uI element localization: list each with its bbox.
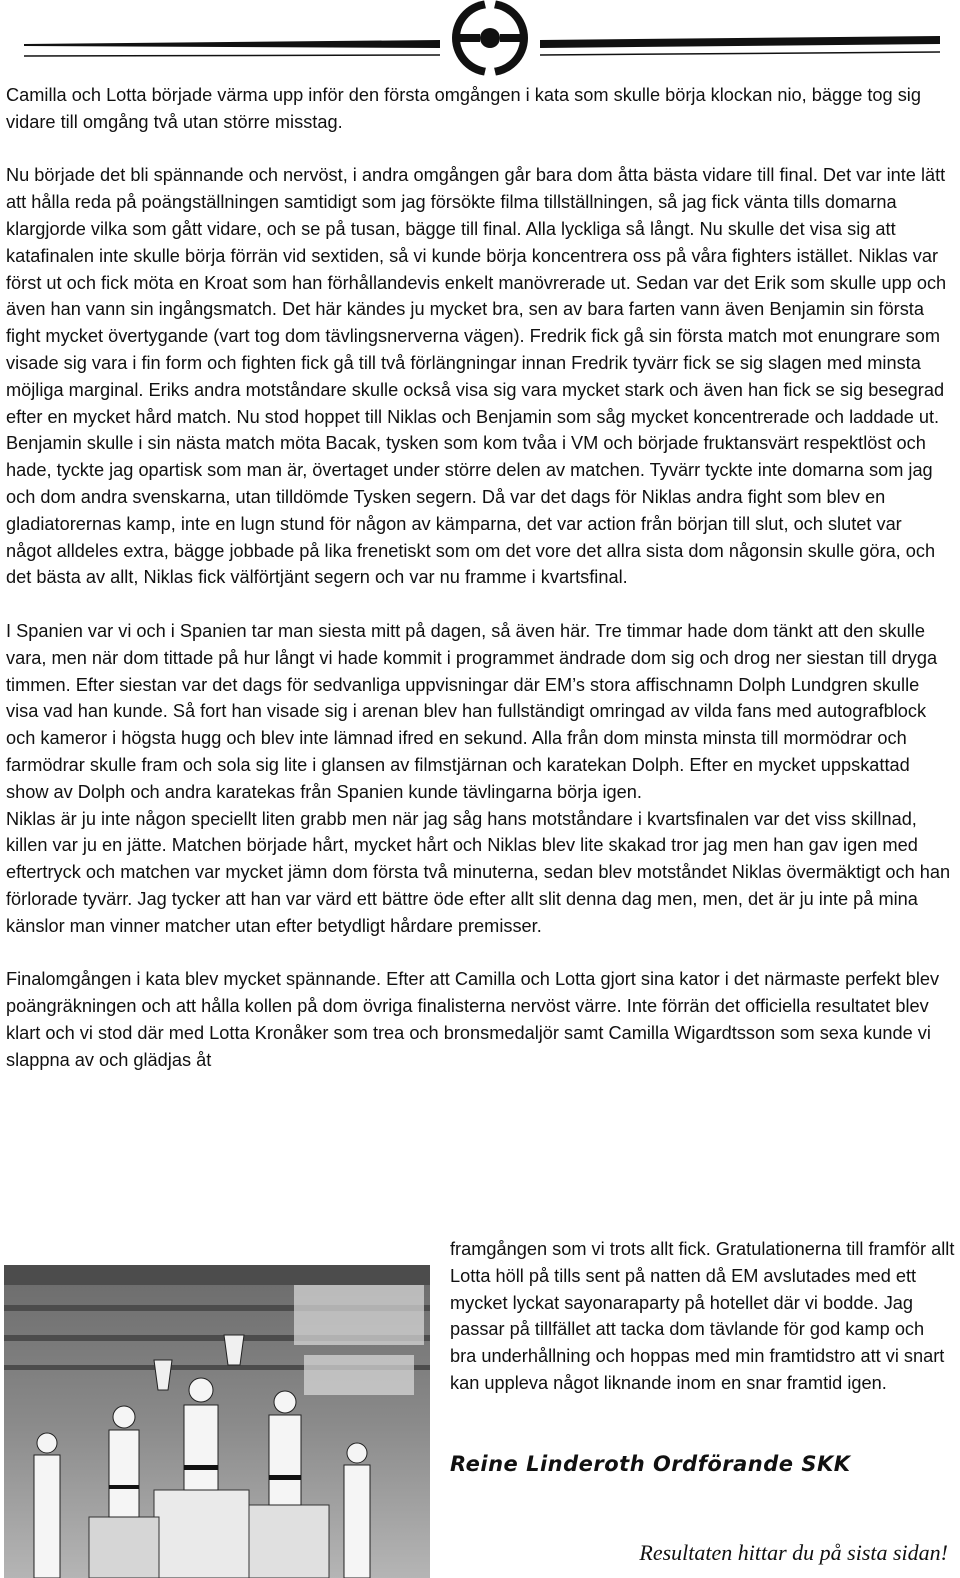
paragraph-siesta: I Spanien var vi och i Spanien tar man siesta mitt på dagen, så även här. Tre timmar hade dom tänkt att den skulle vara, men när dom tittade på hur långt vi hade kommit i programmet ändrade dom sig och drog ner siestan till dryga timmen. Efter siestan var det dags för sedvanliga uppvisningar där EM’s stora affischnamn Dolph Lundgren skulle visa vad han kunde. Så fort han visade sig i arenan blev han fullständigt omringad av vilda fans med autografblock och kameror i högsta hugg och blev inte lämnad ifred en sekund. Alla från dom minsta minsta till mormödrar och farmödrar skulle fram och sola sig lite i glansen av filmstjärnan och karatekan Dolph. Efter en mycket uppskattad show av Dolph och andra karatekas från Spanien kunde tävlingarna börja igen. (6, 620, 938, 802)
paragraph-warmup: Camilla och Lotta började värma upp inför den första omgången i kata som skulle börja klockan nio, bägge tog sig vidare till omgång två utan större misstag. (6, 85, 921, 132)
signature: Reine Linderoth Ordförande SKK (450, 1452, 851, 1476)
paragraph-kata-final: Finalomgången i kata blev mycket spännande. Efter att Camilla och Lotta gjort sina kator i det närmaste perfekt blev poängräkningen och att hålla kollen på dom övriga finalisterna nervöst värre. Inte förrän det officiella resultatet blev klart och vi stod där med Lotta Kronåker som trea och bronsmedaljör samt Camilla Wigardtsson som sexa kunde vi slappna av och glädjas åt (6, 969, 940, 1070)
closing-text: framgången som vi trots allt fick. Gratulationerna till framför allt Lotta höll på tills sent på natten då EM avslutades med ett mycket lyckat sayonaraparty på hotellet där vi bodde. Jag passar på tillfället att tacka dom tävlande för god kamp och bra underhållning och hoppas med min framtidstro att vi snart kan uppleva något liknande inom en snar framtid igen. (450, 1239, 955, 1393)
article-body (6, 82, 952, 1073)
podium-photo (4, 1265, 430, 1578)
paragraph-fights: Nu började det bli spännande och nervöst, i andra omgången går bara dom åtta bästa vidare till final. Det var inte lätt att hålla reda på poängställningen samtidigt som jag försökte filma tillställningen, så jag fick vänta tills domarna klargjorde vilka som gått vidare, och se på tusan, bägge till final. Alla lyckliga så långt. Nu skulle det visa sig att katafinalen inte skulle börja förrän vid sextiden, så vi kunde börja koncentrera oss på våra fighters istället. Niklas var först ut och fick möta en Kroat som han förhållandevis enkelt manövrerade ut. Sedan var det Erik som skulle upp och även han vann sin ingångsmatch. Det här kändes ju mycket bra, sen av bara farten vann även Benjamin sin första fight mycket övertygande (vart tog dom tävlingsnerverna vägen). Fredrik fick gå sin första match mot enungrare som visade sig vara i fin form och fighten fick gå till två förlängningar innan Fredrik tyvärr fick se sig slagen med minsta möjliga marginal. Eriks andra motståndare skulle också visa sig vara mycket stark och även han fick se sig besegrad efter en mycket hård match. Nu stod hoppet till Niklas och Benjamin som såg mycket koncentrerade och laddade ut. Benjamin skulle i sin nästa match möta Bacak, tysken som kom tvåa i VM och började fruktansvärt respektlöst och hade, tyckte jag opartisk som man är, övertaget under större delen av matchen. Tyvärr tyckte inte domarna som jag och dom andra svenskarna, utan tilldömde Tysken segern. Då var det dags för Niklas andra fight som blev en gladiatorernas kamp, inte en lugn stund för någon av kämparna, det var action från början till slut, och slutet var något alldeles extra, bägge jobbade på lika frenetiskt som om det vore det allra sista dom någonsin skulle göra, och det bästa av allt, Niklas fick välförtjänt segern och var nu framme i kvartsfinal. (6, 165, 947, 588)
kyokushin-kanku-logo-icon (452, 0, 528, 76)
header-banner (0, 0, 960, 80)
footer-note: Resultaten hittar du på sista sidan! (639, 1540, 948, 1565)
paragraph-quarterfinal: Niklas är ju inte någon speciellt liten grabb men när jag såg hans motståndare i kvartsfinalen var det viss skillnad, killen var ju en jätte. Matchen började hårt, mycket hårt och Niklas blev lite skakad tror jag men han gav igen med eftertryck och matchen var mycket jämn dom första två minuterna, sedan blev motståndet Niklas övermäktigt och han förlorade tyvärr. Jag tycker att han var värd ett bättre öde efter allt slit denna dag men, men, det är ju inte på mina känslor man vinner matcher utan efter betydligt hårdare premisser. (6, 808, 951, 936)
